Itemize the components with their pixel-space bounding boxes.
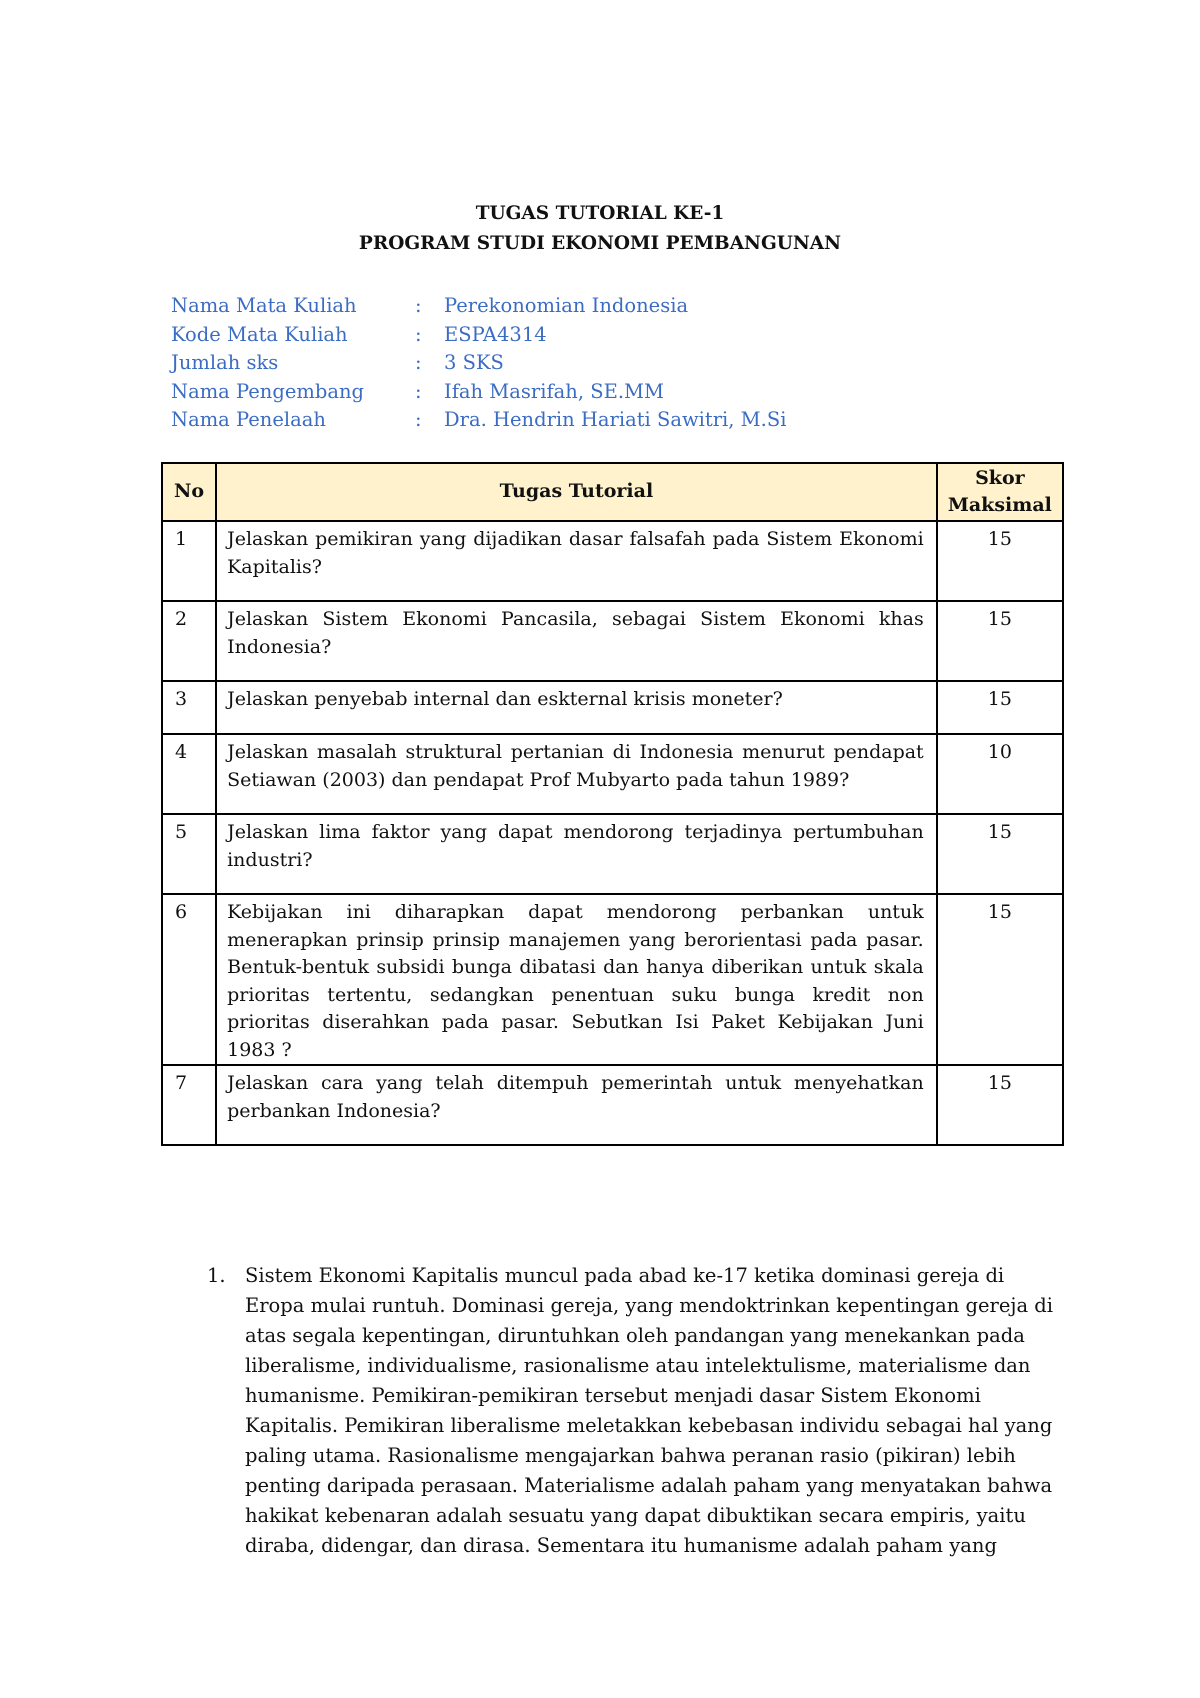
info-label: Nama Mata Kuliah xyxy=(171,294,357,317)
task-text: Jelaskan lima faktor yang dapat mendorong terjadinya pertumbuhan industri? xyxy=(216,814,937,894)
task-text: Jelaskan Sistem Ekonomi Pancasila, sebagai Sistem Ekonomi khas Indonesia? xyxy=(216,601,937,681)
info-value: 3 SKS xyxy=(444,351,504,374)
program-title: PROGRAM STUDI EKONOMI PEMBANGUNAN xyxy=(358,233,842,254)
document-title: TUGAS TUTORIAL KE-1 xyxy=(475,203,725,224)
max-score: 15 xyxy=(937,601,1063,681)
table-row xyxy=(162,894,1063,1065)
task-text: Jelaskan penyebab internal dan eskternal krisis moneter? xyxy=(216,681,937,734)
row-number: 6 xyxy=(162,894,216,1065)
table-row xyxy=(162,1065,1063,1145)
task-text: Kebijakan ini diharapkan dapat mendorong perbankan untuk menerapkan prinsip prinsip manajemen yang berorientasi pada pasar. Bentuk-bentuk subsidi bunga dibatasi dan hanya diberikan untuk skala prioritas tertentu, sedangkan penentuan suku bunga kredit non prioritas diserahkan pada pasar. Sebutkan Isi Paket Kebijakan Juni 1983 ? xyxy=(216,894,937,1065)
table-row xyxy=(162,521,1063,601)
max-score: 15 xyxy=(937,814,1063,894)
column-header-task: Tugas Tutorial xyxy=(216,463,937,521)
info-value: ESPA4314 xyxy=(444,322,547,346)
info-value: Dra. Hendrin Hariati Sawitri, M.Si xyxy=(444,408,787,431)
tutorial-task-table xyxy=(161,462,1064,1146)
column-header-score xyxy=(937,463,1063,521)
info-label: Nama Pengembang xyxy=(171,379,365,403)
score-header-line1: Skor xyxy=(975,466,1025,489)
answer-number: 1. xyxy=(207,1264,226,1287)
info-label: Jumlah sks xyxy=(171,351,279,374)
score-header-line2: Maksimal xyxy=(947,494,1052,516)
max-score: 15 xyxy=(937,681,1063,734)
info-separator: : xyxy=(415,322,422,346)
answer-text: Sistem Ekonomi Kapitalis muncul pada abad ke-17 ketika dominasi gereja di Eropa mulai runtuh. Dominasi gereja, yang mendoktrinkan kepentingan gereja di atas segala kepentingan, diruntuhkan oleh pandangan yang menekankan pada liberalisme, individualisme, rasionalisme atau intelektulisme, materialisme dan humanisme. Pemikiran-pemikiran tersebut menjadi dasar Sistem Ekonomi Kapitalis. Pemikiran liberalisme meletakkan kebebasan individu sebagai hal yang paling utama. Rasionalisme mengajarkan bahwa peranan rasio (pikiran) lebih penting daripada perasaan. Materialisme adalah paham yang menyatakan bahwa hakikat kebenaran adalah sesuatu yang dapat dibuktikan secara empiris, yaitu diraba, didengar, dan dirasa. Sementara itu humanisme adalah paham yang xyxy=(245,1264,1053,1557)
task-text: Jelaskan pemikiran yang dijadikan dasar falsafah pada Sistem Ekonomi Kapitalis? xyxy=(216,521,937,601)
table-row xyxy=(162,601,1063,681)
row-number: 4 xyxy=(162,734,216,814)
row-number: 5 xyxy=(162,814,216,894)
info-separator: : xyxy=(415,351,422,374)
column-header-no: No xyxy=(162,463,216,521)
max-score: 15 xyxy=(937,894,1063,1065)
table-row xyxy=(162,681,1063,734)
task-text: Jelaskan masalah struktural pertanian di Indonesia menurut pendapat Setiawan (2003) dan pendapat Prof Mubyarto pada tahun 1989? xyxy=(216,734,937,814)
info-separator: : xyxy=(415,379,422,403)
task-text: Jelaskan cara yang telah ditempuh pemerintah untuk menyehatkan perbankan Indonesia? xyxy=(216,1065,937,1145)
table-header-row xyxy=(162,463,1063,521)
max-score: 15 xyxy=(937,521,1063,601)
row-number: 7 xyxy=(162,1065,216,1145)
row-number: 3 xyxy=(162,681,216,734)
answer-list xyxy=(207,1261,1067,1561)
info-label: Kode Mata Kuliah xyxy=(171,322,348,346)
table-row xyxy=(162,734,1063,814)
info-separator: : xyxy=(415,408,422,431)
row-number: 1 xyxy=(162,521,216,601)
max-score: 15 xyxy=(937,1065,1063,1145)
info-separator: : xyxy=(415,294,422,317)
info-value: Perekonomian Indonesia xyxy=(444,294,689,317)
row-number: 2 xyxy=(162,601,216,681)
info-value: Ifah Masrifah, SE.MM xyxy=(444,379,664,403)
answer-item xyxy=(207,1261,1067,1561)
info-label: Nama Penelaah xyxy=(171,408,326,431)
max-score: 10 xyxy=(937,734,1063,814)
table-row xyxy=(162,814,1063,894)
